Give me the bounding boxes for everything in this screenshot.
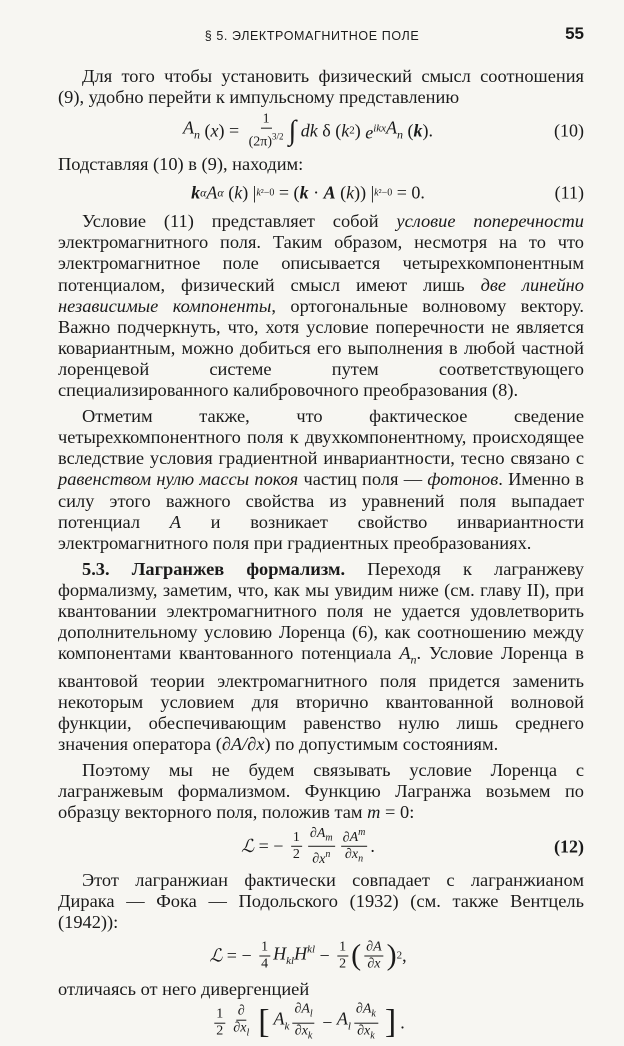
equation-11-body: k α A α ( k ) | k²−0 = ( k · A ( k )) | k²−0 = 0. [191,182,425,203]
section-title: 5.3. Лагранжев формализм. [82,558,346,579]
equation-divergence [58,1000,584,1046]
page-number: 55 [565,24,584,43]
p4-symbol-A: A [169,511,181,532]
running-title: § 5. ЭЛЕКТРОМАГНИТНОЕ ПОЛЕ [204,29,420,43]
paragraph-8: отличаясь от него дивергенцией [58,978,310,999]
p5-part-a: Переходя к лагранжеву формализму, заметим, что, как мы увидим ниже (см. главу II), при квантовании электромагнитного поля не удается удовлетворить дополнительному условию Лоренца (6), как соотношению между компонентами квантованного потенциала [58,558,584,664]
equation-12-label: (12) [554,836,584,857]
p5-symbol-An-base: A [399,643,411,664]
page-header [0,24,624,50]
equation-dfp-body: ℒ = − $\frac{1}{4}$ $H_{kl}H^{kl}$ − $\frac{1}{2}$ ( $\frac{\partial A}{\partial x}$ ) 2 , [209,938,407,972]
equation-12 [58,824,584,870]
p4-part-e: . Именно в силу этого важного свойства из уравнений поля выпадает потенциал [58,469,584,532]
equation-11 [58,175,584,211]
paragraph-5 [58,559,584,756]
p5-symbol-An-sub: n [410,652,417,667]
paragraph-1: Для того чтобы установить физический смысл соотношения (9), удобно перейти к импульсному представлению [58,66,584,108]
paragraph-4 [58,406,584,554]
p3-part-a: Условие (11) представляет собой [82,211,397,232]
paragraph-7: Этот лагранжиан фактически совпадает с лагранжианом Дирака — Фока — Подольского (1932) (см. также Вентцель (1942)): [58,869,584,932]
equation-divergence-body: $\frac{1}{2}$ $\frac{\partial}{\partial x_l}$ [ $A_k$ $\frac{\partial A_l}{\partial x_k}$ − $A_l$ $\frac{\partial A_k}{\partial x_k}$ ] . [216,1001,405,1042]
equation-dfp [58,933,584,979]
p4-part-c: частиц поля — [298,469,428,490]
p5-part-c: ) по допустимым состояниям. [264,734,499,755]
equation-10-body: $A_n$ ( x ) = $\frac{1}{(2\pi)^{3/2}}$ ∫ dk δ ( k 2 ) $e^{ikx}$ $A_n$ ( k ). [182,111,434,150]
p3-part-c: электромагнитного поля. Таким образом, несмотря на то что электромагнитное поле описывается четырехкомпонентным потенциалом, физический смысл имеют лишь [58,232,584,295]
p4-part-f: и возникает свойство инвариантности электромагнитного поля при градиентных преобразованиях. [58,511,584,553]
paragraph-6 [58,760,584,823]
paragraph-3 [58,211,584,401]
p4-emphasis-photons: фотонов [427,469,499,490]
p6-part-c: = 0: [380,802,415,823]
main-text [58,66,584,1046]
p6-symbol-m: m [367,802,381,823]
p6-part-a: Поэтому мы не будем связывать условие Лоренца с лагранжевым формализмом. Функцию Лагранжа возьмем по образцу векторного поля, положив там [58,760,584,823]
paragraph-2: Подставляя (10) в (9), находим: [58,154,304,175]
p5-part-b: . Условие Лоренца в квантовой теории электромагнитного поля придется заменить некоторым условием для вторично квантованной волновой функции, обеспечивающим равенство нулю лишь среднего значения оператора ( [58,643,584,755]
p3-emphasis-transversality: условие поперечности [396,211,584,232]
p4-emphasis-rest-mass: равенством нулю массы покоя [58,469,299,490]
equation-11-label: (11) [554,182,584,203]
equation-10 [58,108,584,154]
p3-part-e: , ортогональные волновому вектору. Важно подчеркнуть, что, хотя условие поперечности не является ковариантным, можно добиться его выполнения в любой частной лоренцевой системе путем соответствующего специализированного калибровочного преобразования (8). [58,295,585,401]
equation-12-body: ℒ = − $\frac{1}{2}$ $\frac{\partial A_m}{\partial x^n}$ $\frac{\partial A^m}{\partial x_n}$ . [241,825,375,867]
p5-symbol-An [399,643,417,667]
p5-symbol-dA-dx: ∂A/∂x [221,734,265,755]
p4-part-a: Отметим также, что фактическое сведение четырехкомпонентного поля к двухкомпонентному, происходящее вследствие условия градиентной инвариантности, тесно связано с [58,406,584,469]
equation-10-label: (10) [554,120,584,141]
p3-emphasis-components: две линейно независимые компоненты [58,274,584,316]
